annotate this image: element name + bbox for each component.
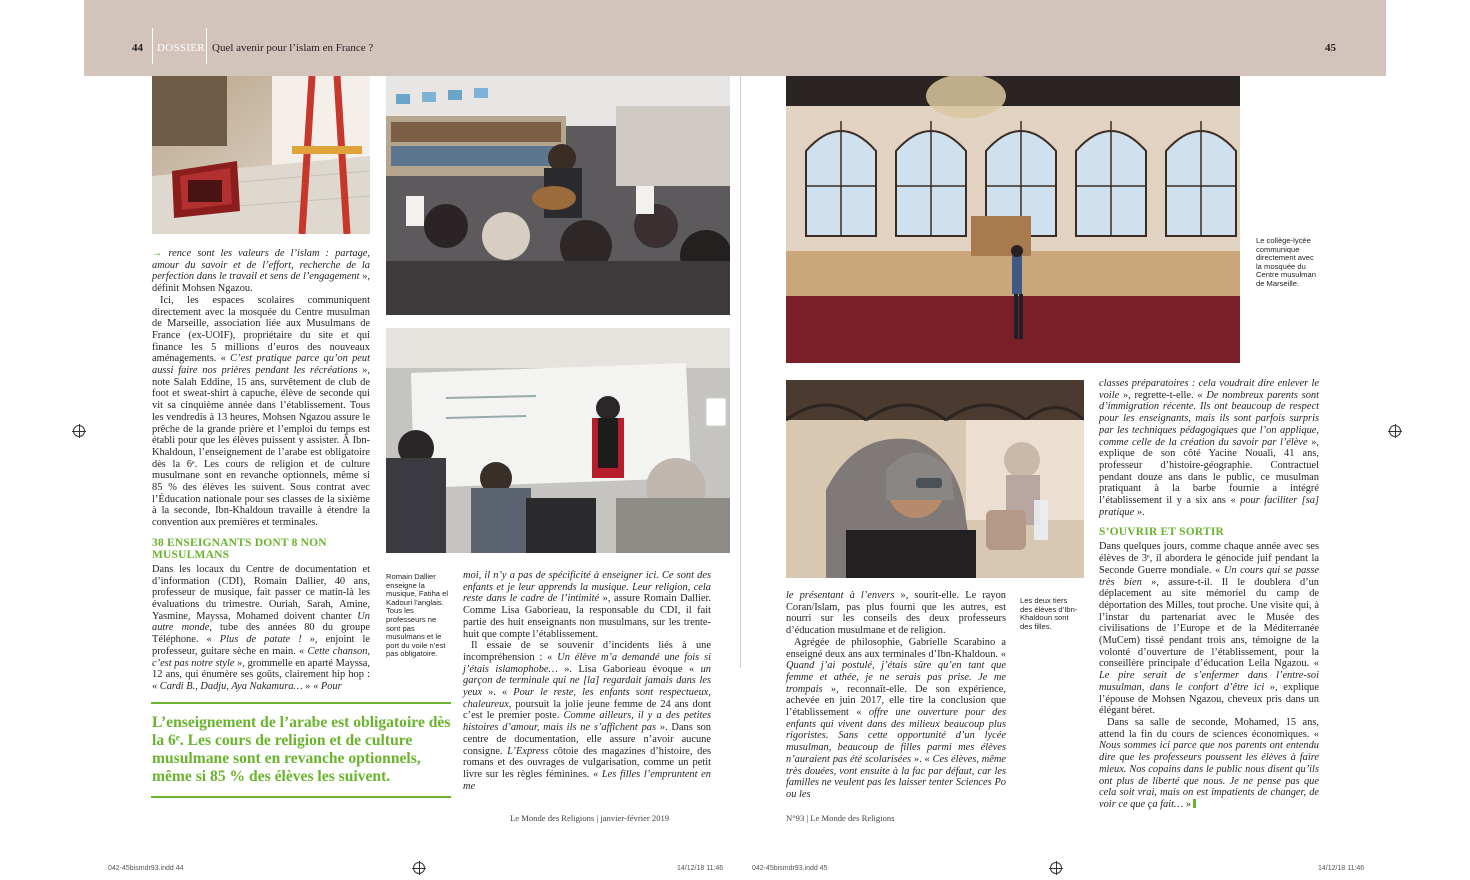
text-run: Dans quelques jours, comme chaque année avec ses élèves de 3ᵉ, il abordera le génocide juif pendant la Seconde Guerre mondiale. « xyxy=(1099,541,1319,576)
text-italic: rence sont les valeurs de l’islam : partage, amour du savoir et de l’effort, recherche de la perfection dans le travail et sens de l’engagement xyxy=(152,248,370,283)
text-run: », regrette-t-elle. « xyxy=(1119,389,1207,401)
text-run: ». Dans son centre de documentation, elle assure n’avoir aucune consigne. xyxy=(463,722,712,757)
slug-left-date: 14/12/18 11:46 xyxy=(677,865,724,872)
text-italic: pour faciliter [sa] pratique xyxy=(1099,495,1319,518)
text-italic: Ces élèves, même très douées, vont ensuite à la fac par défaut, car les familles ne veulent pas les laisser tenter Sciences Po ou les xyxy=(786,753,1006,800)
article-column-3 xyxy=(786,590,1006,801)
text-italic: L’Express xyxy=(507,745,549,757)
photo-music-class xyxy=(386,76,730,315)
header-section: DOSSIER xyxy=(157,42,205,54)
header-band xyxy=(84,0,1386,76)
header-separator xyxy=(152,28,153,64)
photo-mosque-interior xyxy=(786,76,1240,363)
right-page-number: 45 xyxy=(1325,42,1336,54)
text-italic: Un élève m’a demandé une fois si j’étais islamophobe… xyxy=(463,651,711,675)
text-run: ». « xyxy=(482,687,514,699)
text-italic: Les filles l’empruntent en me xyxy=(463,768,711,792)
footer-right xyxy=(786,813,895,823)
text-run: », grommelle en aparté Mayssa, 12 ans, qui énumère ses goûts, clairement hip hop : « xyxy=(152,657,370,692)
text-run: », assure-t-il. Il le doublera d’un déplacement au site mémoriel du camp de déportation des Milles, tout proche. Une visite qui, à l’instar du partenariat avec le Musée des civilisations de l’Europe et de la Méditerranée (MuCem) tissé pendant trois ans, témoigne de la volonté d’ouverture de l’établissement, pour la conseillère principale d’éducation Leila Ngazou. « xyxy=(1099,576,1319,670)
footer-magazine: Le Monde des Religions xyxy=(810,813,895,823)
text-run: ». xyxy=(1134,506,1145,518)
registration-mark-icon xyxy=(1389,425,1401,437)
footer-separator: | xyxy=(596,813,599,823)
text-run: », reconnaît-elle. De son expérience, achevée en juin 2017, elle tire la conclusion que l’établissement « xyxy=(786,683,1006,719)
registration-mark-icon xyxy=(1050,862,1062,874)
footer-left xyxy=(510,813,669,823)
footer-issue: N°93 xyxy=(786,813,805,823)
pull-quote-rule xyxy=(151,796,451,798)
footer-separator: | xyxy=(806,813,809,823)
text-italic: classes préparatoires : cela voudrait dire enlever le voile xyxy=(1099,378,1319,401)
text-run: », définit Mohsen Ngazou. xyxy=(152,271,370,295)
article-column-4 xyxy=(1099,378,1319,811)
subheading: 38 ENSEIGNANTS DONT 8 NON MUSULMANS xyxy=(152,536,327,561)
pull-quote: L’enseignement de l’arabe est obligatoire dès la 6ᵉ. Les cours de religion et de culture musulmane sont en revanche optionnels, même si 85 % des élèves les suivent. xyxy=(152,714,451,785)
text-run: Ici, les espaces scolaires communiquent directement avec la mosquée du Centre musulman de Marseille, association liée aux Musulmans de France (ex-UOIF), propriétaire du site et qui finance les 5 millions d’euros des nouveaux aménagements. « xyxy=(152,294,370,365)
header-separator xyxy=(206,28,207,64)
text-run: », sourit-elle. Le rayon Coran/Islam, pas plus fourni que les autres, est nourri sur les conseils des deux professeurs d’éducation musulmane et de religion. xyxy=(786,590,1006,637)
text-run: », enjoint le professeur, guitare sèche en main. « xyxy=(152,634,370,657)
text-run: » « xyxy=(302,680,321,692)
text-italic: moi, il n’y a pas de spécificité à enseigner ici. Ce sont des enfants et je leur apprends la musique. Leur religion, cela reste dans le cadre de l’intimité xyxy=(463,570,711,605)
text-italic: C’est pratique parce qu’on peut aussi faire nos prières pendant les récréations xyxy=(152,353,370,377)
text-run: », note Salah Eddine, 15 ans, survêtement de club de foot et sweat-shirt à capuche, élève de seconde qui vit sa cinquième année dans l’établissement. Tous les vendredis à 13 heures, Mohsen Ngazou assure le prêche de la grande prière et l’emploi du temps est établi pour que les élèves puissent y assister. À Ibn-Khaldoun, l’enseignement de l’arabe est obligatoire dès la 6ᵉ. Les cours de religion et de culture musulmane sont en revanche optionnels, même si 85 % des élèves les suivent. Sous contrat avec l’Éducation nationale pour ses classes de la sixième à la seconde, Ibn-Khaldoun travaille à étendre la convention aux premières et terminales. xyxy=(152,365,370,529)
article-column-1 xyxy=(152,248,370,693)
text-run: », explique l’épouse de Mohsen Ngazou, cheveux pris dans un élégant béret. xyxy=(1099,681,1319,717)
text-italic: Cardi B., Dadju, Aya Nakamura… xyxy=(159,680,303,692)
left-page-number: 44 xyxy=(132,42,143,54)
subheading: S’OUVRIR ET SORTIR xyxy=(1099,526,1225,539)
text-italic: Pour xyxy=(320,680,342,692)
continuation-arrow-icon: → xyxy=(152,248,163,259)
text-run: Agrégée de philosophie, Gabrielle Scarabino a enseigné deux ans aux terminales d’Ibn-Khaldoun. « xyxy=(786,636,1006,660)
text-italic: offre une ouverture pour des enfants qui vivent dans des milieux beaucoup plus rigoristes. Sans cette opportunité d’un lycée musulman, beaucoup de filles parmi mes élèves n’auraient pas été scolarisées xyxy=(786,707,1007,765)
text-run: Dans les locaux du Centre de documentation et d’information (CDI), Romain Dallier, 40 ans, professeur de musique, fait passer ce matin-là les évaluations du trimestre. Ouriah, Sarah, Amine, Yasmine, Mayssa, Mohamed doivent chanter xyxy=(152,563,370,622)
text-italic: Nous sommes ici parce que nos parents ont entendu dire que les professeurs poussent les élèves à faire mieux. Nos copains dans le public nous disent qu’ils ont plus de liberté que nous. Je ne pense pas que cela soit vrai, mais on est impatients de changer, de voir ce que ça fait… xyxy=(1099,740,1319,810)
registration-mark-icon xyxy=(413,862,425,874)
photo-prayer-rug xyxy=(152,76,370,234)
text-italic: De nombreux parents sont d’immigration récente. Ils ont beaucoup de respect pour les enseignants, mais ils sont parfois surpris par les techniques pédagogiques que l’on applique, comme celle de la création du savoir par l’élève xyxy=(1099,389,1319,448)
text-run: , poursuit la jolie jeune femme de 24 ans dont c’est le premier poste. xyxy=(463,698,711,722)
text-run: ». Lisa Gaborieau évoque « xyxy=(557,663,701,675)
text-italic: Le pire serait de s’enfermer dans l’entre-soi musulman, dans le confort d’être ici xyxy=(1099,670,1319,693)
slug-right-date: 14/12/18 11:46 xyxy=(1318,865,1365,872)
gutter-rule xyxy=(740,76,741,668)
text-italic: Comme ailleurs, il y a des petites histoires d’amour, mais ils ne s’affichent pas xyxy=(463,710,712,734)
text-italic: Plus de patate ! xyxy=(219,634,302,646)
header-title: Quel avenir pour l’islam en France ? xyxy=(212,42,374,54)
text-italic: le présentant à l’envers xyxy=(786,590,895,601)
footer-magazine: Le Monde des Religions xyxy=(510,813,595,823)
text-run: », explique de son côté Yacine Nouali, 41 ans, professeur d’histoire-géographie. Contractuel pendant douze ans dans le public, ce musulman pratiquant à la barbe fournie a intégré l’établissement il y a six ans « xyxy=(1099,436,1319,507)
photo-science-class xyxy=(786,380,1084,578)
text-run: Dans sa salle de seconde, Mohamed, 15 ans, attend la fin du cours de sciences économiques. « xyxy=(1099,716,1319,740)
text-run: », assure Romain Dallier. Comme Lisa Gaborieau, la responsable du CDI, il fait partie des huit enseignants non musulmans, sur les trente-huit que compte l’établissement. xyxy=(463,593,711,640)
slug-left-file: 042-45bismdr93.indd 44 xyxy=(108,865,184,872)
slug-right-file: 042-45bismdr93.indd 45 xyxy=(752,865,828,872)
text-run: » xyxy=(1183,798,1192,810)
end-mark-icon xyxy=(1193,799,1196,808)
article-column-2 xyxy=(463,570,711,792)
photo-caption-mosque: Le collège-lycée communique directement avec la mosquée du Centre musulman de Marseille. xyxy=(1256,236,1316,288)
footer-date: janvier-février 2019 xyxy=(600,813,670,823)
text-run: côtoie des magazines d’histoire, des romans et des ouvrages de vulgarisation, comme un petit livre sur les règles féminines. « xyxy=(463,745,711,780)
text-italic: Cette chanson, c’est pas notre style xyxy=(152,645,371,669)
text-italic: Un cours qui se passe très bien xyxy=(1099,564,1319,588)
text-italic: Quand j’ai postulé, j’étais sûre qu’en tant que femme et athée, je ne serais pas prise. Je me trompais xyxy=(786,660,1006,695)
photo-caption-teachers: Romain Dallier enseigne la musique, Fatiha el Kadouri l’anglais. Tous les professeurs ne sont pas musulmans et le port du voile n’est pas obligatoire. xyxy=(386,572,449,659)
text-italic: Pour le reste, les enfants sont respectueux, chaleureux xyxy=(463,687,711,710)
text-run: ». « xyxy=(911,753,933,765)
text-italic: un garçon de terminale qui ne [la] regardait jamais dans les yeux xyxy=(463,663,711,699)
registration-mark-icon xyxy=(73,425,85,437)
photo-caption-girls: Les deux tiers des élèves d’Ibn-Khaldoun sont des filles. xyxy=(1020,596,1078,631)
text-run: Il essaie de se souvenir d’incidents liés à une incompréhension : « xyxy=(463,640,711,663)
text-italic: Un autre monde xyxy=(152,610,370,634)
photo-english-class xyxy=(386,328,730,553)
pull-quote-rule xyxy=(151,702,451,704)
text-run: , tube des années 80 du groupe Téléphone. « xyxy=(152,622,370,646)
